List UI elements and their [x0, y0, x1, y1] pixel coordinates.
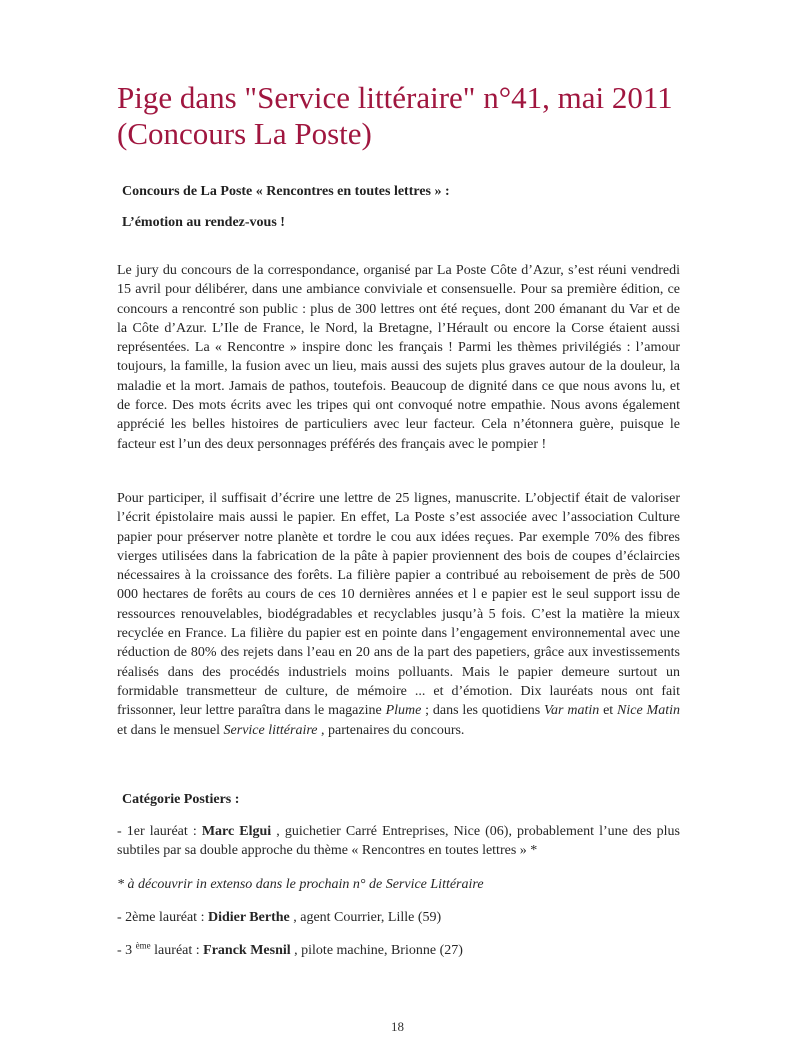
category-heading: Catégorie Postiers :: [122, 792, 240, 807]
laureate-1-name: Marc Elgui: [201, 824, 272, 839]
tagline: L’émotion au rendez-vous !: [122, 215, 285, 230]
laureate-3-prefix-rest: lauréat :: [150, 943, 204, 958]
laureate-3-prefix: - 3: [117, 943, 136, 958]
page-number: 18: [391, 1019, 404, 1034]
monthly-name: Service littéraire: [223, 722, 318, 738]
paragraph-jury: Le jury du concours de la correspondance, organisé par La Poste Côte d’Azur, s’est réuni vendredi 15 avril pour délibérer, dans une ambiance conviviale et consensuelle. Pour sa première édition, ce concours a rencontré son public : plus de 300 lettres ont été reçues, dont 200 émanant du Var et de la Côte d’Azur. L’Ile de France, le Nord, la Bretagne, l’Hérault ou encore la Corse étaient aussi représentées. La « Rencontre » inspire donc les français ! Parmi les thèmes privilégiés : l’amour toujours, la famille, la fusion avec un lieu, mais aussi des sujets plus graves autour de la douleur, la maladie et la mort. Jamais de pathos, toutefois. Beaucoup de dignité dans ce que nous avons lu, et de force. Des mots écrits avec les tripes qui ont convoqué notre empathie. Nous avons également apprécié les belles histoires de particuliers avec leur facteur. Cela n’étonnera guère, puisque le facteur est l’un des deux personnages préférés des français avec le pompier !: [117, 263, 680, 452]
laureate-3-ordinal-suffix: ème: [135, 940, 151, 951]
page-title: Pige dans "Service littéraire" n°41, mai 2011 (Concours La Poste): [117, 80, 673, 151]
footnote: * à découvrir in extenso dans le prochain n° de Service Littéraire: [117, 877, 484, 892]
paragraph-participation-middle2: et: [599, 703, 618, 719]
paragraph-participation-middle1: ; dans les quotidiens: [421, 703, 545, 719]
daily-name-2: Nice Matin: [617, 703, 680, 719]
laureate-2-prefix: - 2ème lauréat :: [117, 910, 208, 925]
contest-subheading: Concours de La Poste « Rencontres en toutes lettres » :: [122, 184, 450, 199]
laureate-3-details: , pilote machine, Brionne (27): [290, 943, 463, 958]
laureate-2-name: Didier Berthe: [207, 910, 290, 925]
paragraph-participation-end: , partenaires du concours.: [317, 722, 465, 738]
laureate-1-prefix: - 1er lauréat :: [117, 824, 202, 839]
laureate-1-details: , guichetier Carré Entreprises, Nice (06), probablement l’une des plus subtiles par sa double approche du thème « Rencontres en toutes lettres » *: [117, 824, 680, 859]
paragraph-participation: [117, 489, 680, 740]
laureate-2-details: , agent Courrier, Lille (59): [289, 910, 442, 925]
paragraph-participation-middle3: et dans le mensuel: [117, 722, 224, 738]
laureate-3-name: Franck Mesnil: [203, 943, 291, 958]
daily-name-1: Var matin: [544, 703, 600, 719]
magazine-name: Plume: [385, 703, 422, 719]
laureate-2: [117, 908, 680, 927]
laureate-3: [117, 941, 680, 960]
paragraph-participation-main: Pour participer, il suffisait d’écrire une lettre de 25 lignes, manuscrite. L’objectif était de valoriser l’écrit épistolaire mais aussi le papier. En effet, La Poste s’est associée avec l’association Culture papier pour préserver notre planète et tordre le cou aux idées reçues. Par exemple 70% des fibres vierges utilisées dans la fabrication de la pâte à papier proviennent des bois de coupes d’éclaircies nécessaires à la croissance des forêts. La filière papier a contribué au reboisement de près de 500 000 hectares de forêts au cours de ces 10 dernières années et l e papier est le seul support issu de ressources renouvelables, biodégradables et recyclables jusqu’à 5 fois. C’est la matière la mieux recyclée en France. La filière du papier est en pointe dans l’engagement environnemental avec une réduction de 80% des rejets dans l’eau en 20 ans de la part des papetiers, grâce aux investissements réalisés dans des procédés industriels moins polluants. Mais le papier demeure surtout un formidable transmetteur de culture, de mémoire ... et d’émotion. Dix lauréats nous ont fait frissonner, leur lettre paraîtra dans le magazine: [117, 491, 680, 719]
laureate-1: [117, 822, 680, 861]
